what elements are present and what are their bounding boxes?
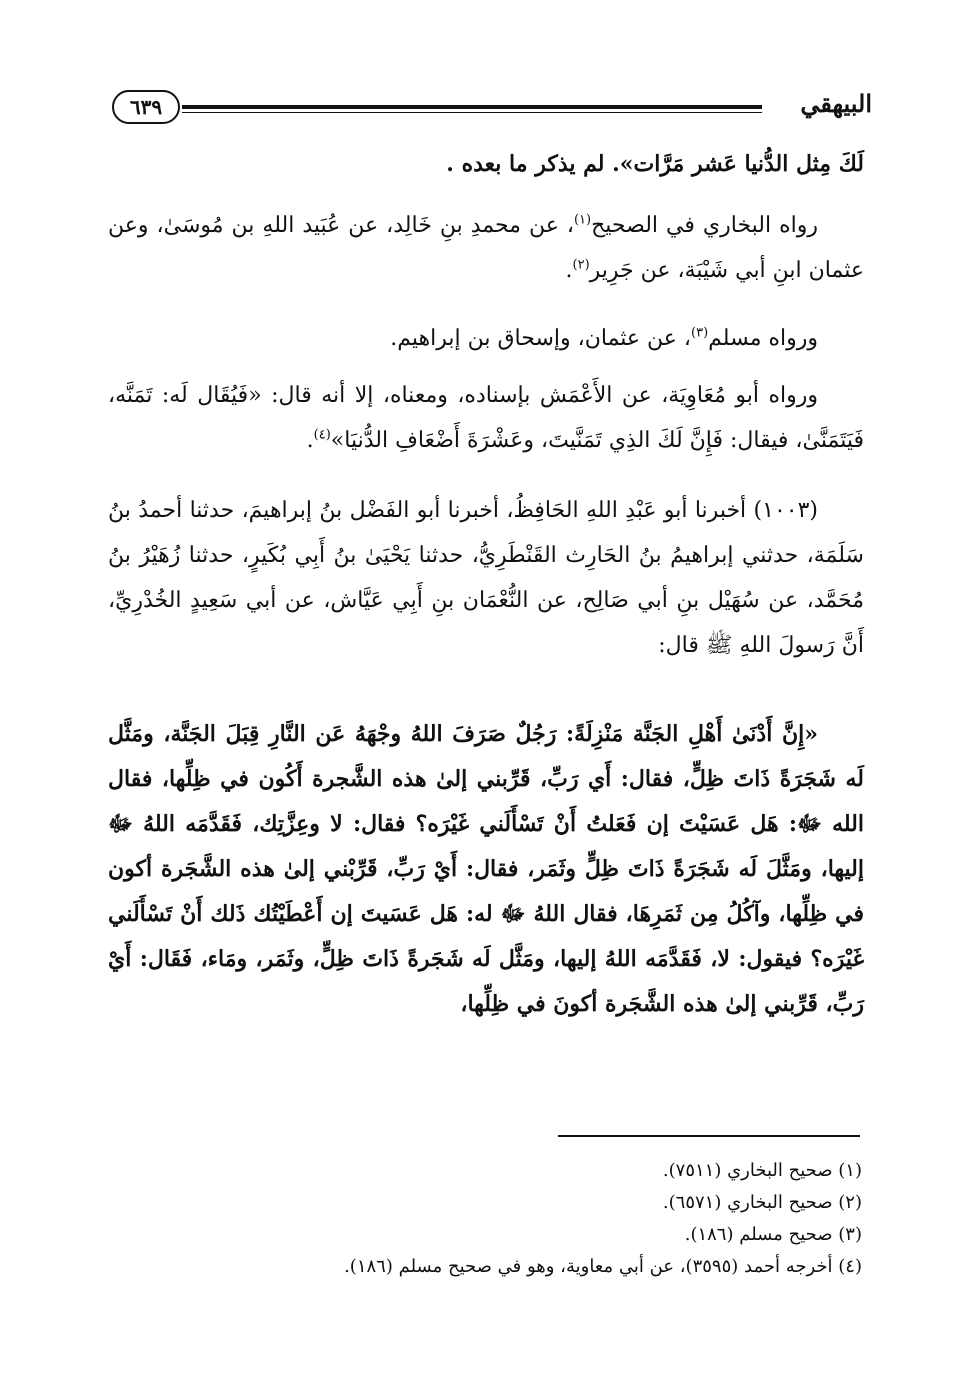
paragraph-hadith-isnad [108,488,864,668]
header-rule [182,105,762,109]
footnote-mark: (٣) [691,325,709,341]
paragraph-continuation [108,142,864,187]
footnote-mark: (٢) [572,257,590,273]
paragraph-bukhari [108,203,864,293]
text-segment: ورواه مسلم [708,326,818,351]
book-title: البيهقي [800,89,872,118]
page-number: ٦٣٩ [112,90,180,124]
footnote-separator [558,1135,860,1137]
footnote-2: (٢) صحيح البخاري (٦٥٧١). [662,1192,862,1213]
text-segment: ، عن عثمان، وإسحاق بن إبراهيم. [390,326,692,351]
footnote-mark: (١) [573,212,592,228]
paragraph-1: لَكَ مِثل الدُّنيا عَشر مَرَّات». لم يذكر ما بعده . [446,151,864,177]
paragraph-muslim [108,316,864,361]
footnote-3: (٣) صحيح مسلم (١٨٦). [684,1224,862,1245]
header-rule-thin [182,112,762,113]
footnote-1: (١) صحيح البخاري (٧٥١١). [662,1160,862,1181]
footnote-4: (٤) أخرجه أحمد (٣٥٩٥)، عن أبي معاوية، وهو في صحيح مسلم (١٨٦). [344,1256,862,1277]
footnotes [150,1155,862,1283]
hadith-matn: «إِنَّ أَدْنَىٰ أَهْلِ الجَنَّة مَنْزِلَةً: رَجُلٌ صَرَفَ اللهُ وجْهَهُ عَن النَّارِ قِبَلَ الجَنَّة، ومَثَّل لَه شَجَرَةً ذَاتَ ظِلٍّ، فقال: أَي رَبِّ، قَرِّبني إلىٰ هذه الشَّجرة أَكُون في ظِلِّها، فقال الله ﷻ: هَل عَسَيْتَ إن فَعَلتُ أَنْ تَسْأَلَني غَيْرَه؟ فقال: لا وعِزَّتِك، فَقَدَّمَه اللهُ ﷻ إليها، ومَثَّلَ لَه شَجَرَةً ذَاتَ ظِلٍّ وثَمَر، فقال: أَيْ رَبِّ، قَرِّبْني إلىٰ هذه الشَّجَرة أكون في ظِلِّها، وآكُلُ مِن ثَمَرِهَا، فقال اللهُ ﷻ له: هَل عَسَيتَ إن أَعْطَيْتُك ذَلك أَنْ تَسْأَلَني غَيْرَه؟ فيقول: لا، فَقَدَّمَه اللهُ إليها، ومَثَّل لَه شَجَرةً ذَاتَ ظِلٍّ، وثَمَر، ومَاء، فَقَال: أَيْ رَبِّ، قَرِّبني إلىٰ هذه الشَّجَرة أكونَ في ظِلِّها، [108,721,864,1017]
paragraph-hadith-matn [108,712,864,1027]
text-segment: . [565,258,573,283]
paragraph-abu-muawiya [108,373,864,463]
text-segment: ، عن محمدِ بنِ خَالِد، عن عُبَيد اللهِ بن مُوسَىٰ، وعن عثمان ابنِ أبي شَيْبَة، عن جَرِير [108,213,864,283]
text-segment: ورواه أبو مُعَاوِيَة، عن الأَعْمَش بإسناده، ومعناه، إلا أنه قال: «فَيُقَال لَه: تَمَنَّه، فَيَتَمَنَّىٰ، فيقال: فَإِنَّ لَكَ الذِي تَمَنَّيتَ، وعَشْرَةَ أَضْعَافِ الدُّنيَا» [108,383,864,453]
text-segment: . [306,428,314,453]
hadith-isnad: (١٠٠٣) أخبرنا أبو عَبْدِ اللهِ الحَافِظُ، أخبرنا أبو الفَضْل بنُ إبراهيمَ، حدثنا أحمدُ بنُ سَلَمَة، حدثني إبراهيمُ بنُ الحَارِث القَنْطَرِيُّ، حدثنا يَحْيَىٰ بنُ أَبِي بُكَيرٍ، حدثنا زُهَيْرُ بنُ مُحَمَّد، عن سُهَيْل بنِ أبي صَالِح، عن النُّعْمَان بنِ أَبِي عَيَّاش، عن أبي سَعِيدٍ الخُدْرِيِّ، أَنَّ رَسولَ اللهِ ﷺ قال: [108,498,864,658]
text-segment: رواه البخاري في الصحيح [591,213,818,238]
running-header [112,84,872,134]
footnote-mark: (٤) [313,427,331,443]
